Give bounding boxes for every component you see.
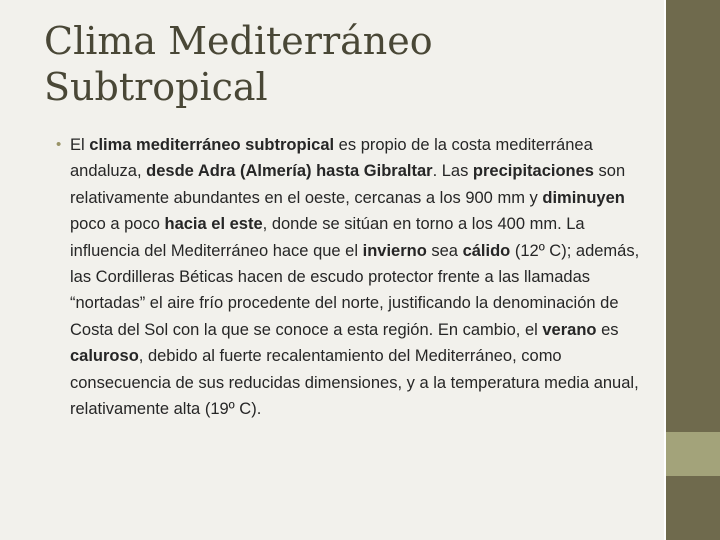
text-segment: son relativamente abundantes en el oeste, cercanas a los 900 mm y: [70, 162, 626, 207]
body-list: [56, 132, 656, 422]
text-segment: . Las: [432, 162, 473, 181]
slide-title: [44, 18, 644, 110]
side-bar-accent: [666, 432, 720, 476]
bold-text-segment: clima mediterráneo subtropical: [89, 136, 335, 154]
bullet-icon: •: [56, 136, 62, 153]
text-segment: , donde se sitúan en torno a los 400 mm. La influencia del Mediterráneo hace que el: [70, 215, 585, 260]
bold-text-segment: cálido: [462, 241, 511, 260]
bullet-text: [70, 136, 639, 418]
bold-text-segment: invierno: [362, 241, 427, 260]
title-line-1: Clima Mediterráneo: [44, 19, 433, 63]
text-segment: poco a poco: [70, 215, 165, 234]
bullet-item: [56, 132, 656, 422]
bold-text-segment: desde Adra (Almería) hasta Gibraltar: [146, 162, 433, 181]
bold-text-segment: precipitaciones: [472, 162, 594, 181]
text-segment: es: [596, 320, 619, 339]
bold-text-segment: diminuyen: [542, 188, 625, 207]
text-segment: (12º C); además, las Cordilleras Béticas hacen de escudo protector frente a las llamadas “nortadas” el aire frío procedente del norte, justificando la denominación de Costa del Sol con la que se conoce a esta región. En cambio, el: [70, 241, 640, 339]
bold-text-segment: verano: [542, 320, 597, 339]
text-segment: , debido al fuerte recalentamiento del Mediterráneo, como consecuencia de sus reducidas dimensiones, y a la temperatura media anual, relativamente alta (19º C).: [70, 347, 639, 419]
title-line-2: Subtropical: [44, 65, 268, 109]
text-segment: El: [70, 136, 90, 154]
bold-text-segment: caluroso: [70, 347, 139, 366]
text-segment: es propio de la costa mediterránea andaluza,: [70, 136, 593, 181]
text-segment: sea: [426, 241, 463, 260]
bold-text-segment: hacia el este: [164, 215, 263, 234]
